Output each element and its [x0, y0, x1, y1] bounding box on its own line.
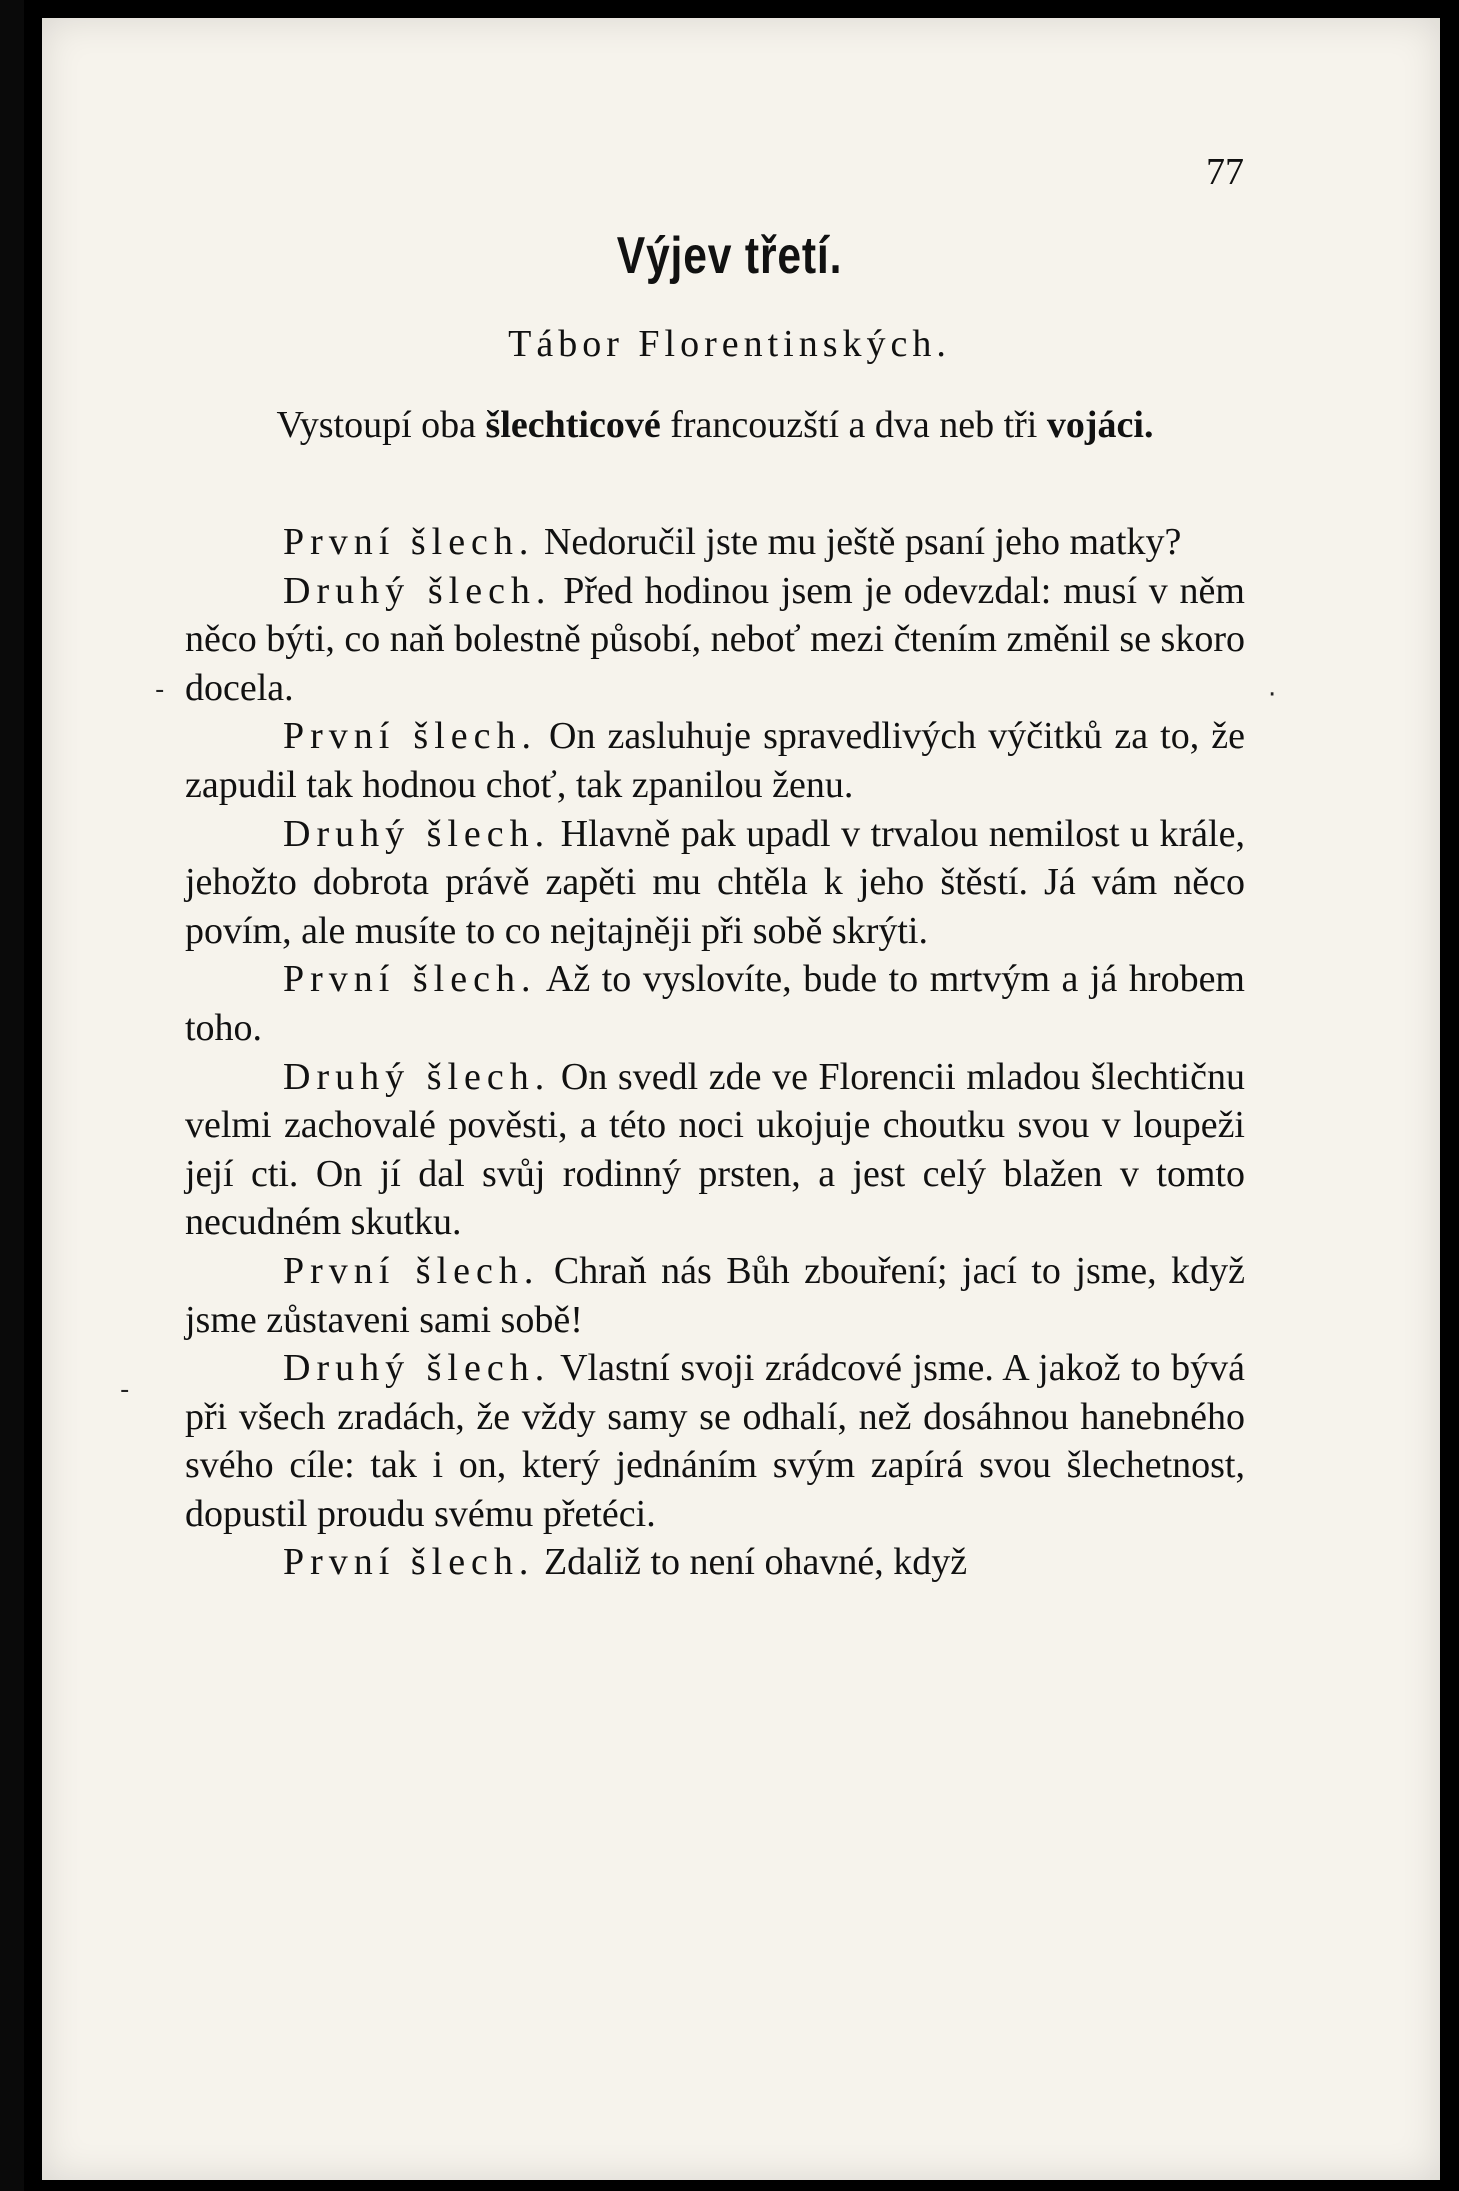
- dialogue-text: On zasluhuje spravedlivých výčitků za to, že zapudil tak hodnou choť, tak zpanilou ženu.: [185, 715, 1245, 806]
- dialogue-line: [185, 712, 1245, 809]
- scene-title: Výjev třetí.: [616, 227, 843, 285]
- dialogue-line: [185, 1538, 1245, 1587]
- dialogue-text: Před hodinou jsem je odevzdal: musí v něm něco býti, co naň bolestně působí, neboť mezi čtením změnil se skoro docela.: [185, 569, 1245, 709]
- dialogue-text: Hlavně pak upadl v trvalou nemilost u krále, jehožto dobrota právě zapěti mu chtěla k jeho štěstí. Já vám něco povím, ale musíte to co nejtajněji při sobě skrýti.: [185, 812, 1245, 952]
- dialogue-text: Až to vyslovíte, bude to mrtvým a já hrobem toho.: [185, 958, 1245, 1049]
- dialogue-text: Chraň nás Bůh zbouření; jací to jsme, když jsme zůstaveni sami sobě!: [185, 1249, 1245, 1341]
- speaker-name: Druhý šlech.: [283, 569, 552, 612]
- dialogue-line: [185, 518, 1245, 567]
- speaker-name: První šlech.: [283, 1541, 535, 1584]
- stage-direction-emphasis: šlechticové: [485, 404, 661, 446]
- scene-setting: Tábor Florentinských.: [508, 323, 951, 365]
- stage-direction-text: francouzští a dva neb tři: [660, 404, 1047, 446]
- dialogue-line: [185, 1053, 1245, 1247]
- speaker-name: První šlech.: [283, 1249, 540, 1292]
- speaker-name: Druhý šlech.: [283, 1055, 551, 1098]
- dialogue-line: [185, 1247, 1245, 1344]
- dialogue-text: Zdaliž to není ohavné, když: [534, 1541, 968, 1584]
- dialogue-line: [185, 955, 1245, 1052]
- dialogue-line: [185, 1344, 1245, 1538]
- stage-direction: [185, 400, 1245, 450]
- dialogue-line: [185, 567, 1245, 713]
- speaker-name: Druhý šlech.: [283, 1347, 551, 1390]
- scan-speck: -: [155, 675, 165, 705]
- speaker-name: První šlech.: [283, 958, 537, 1001]
- stage-direction-emphasis: vojáci.: [1046, 404, 1154, 446]
- dialogue-text: On svedl zde ve Florencii mladou šlechtičnu velmi zachovalé pověsti, a této noci ukojuje choutku svou v loupeži její cti. On jí dal svůj rodinný prsten, a jest celý blažen v tomto necudném skutku.: [185, 1055, 1245, 1244]
- dialogue-block: [185, 518, 1245, 1587]
- speaker-name: První šlech.: [283, 715, 537, 758]
- speaker-name: Druhý šlech.: [283, 812, 551, 855]
- scan-speck: ·: [1268, 680, 1277, 710]
- dialogue-text: Vlastní svoji zrádcové jsme. A jakož to bývá při všech zradách, že vždy samy se odhalí, než dosáhnou hanebného svého cíle: tak i on, který jednáním svým zapírá svou šlechetnost, dopustil proudu svému přetéci.: [185, 1347, 1245, 1535]
- dialogue-line: [185, 810, 1245, 956]
- stage-direction-text: Vystoupí oba: [276, 404, 486, 446]
- dialogue-text: Nedoručil jste mu ještě psaní jeho matky?: [534, 521, 1182, 563]
- page-number: 77: [1206, 151, 1244, 193]
- scan-speck: -: [120, 1375, 130, 1405]
- speaker-name: První šlech.: [283, 521, 535, 563]
